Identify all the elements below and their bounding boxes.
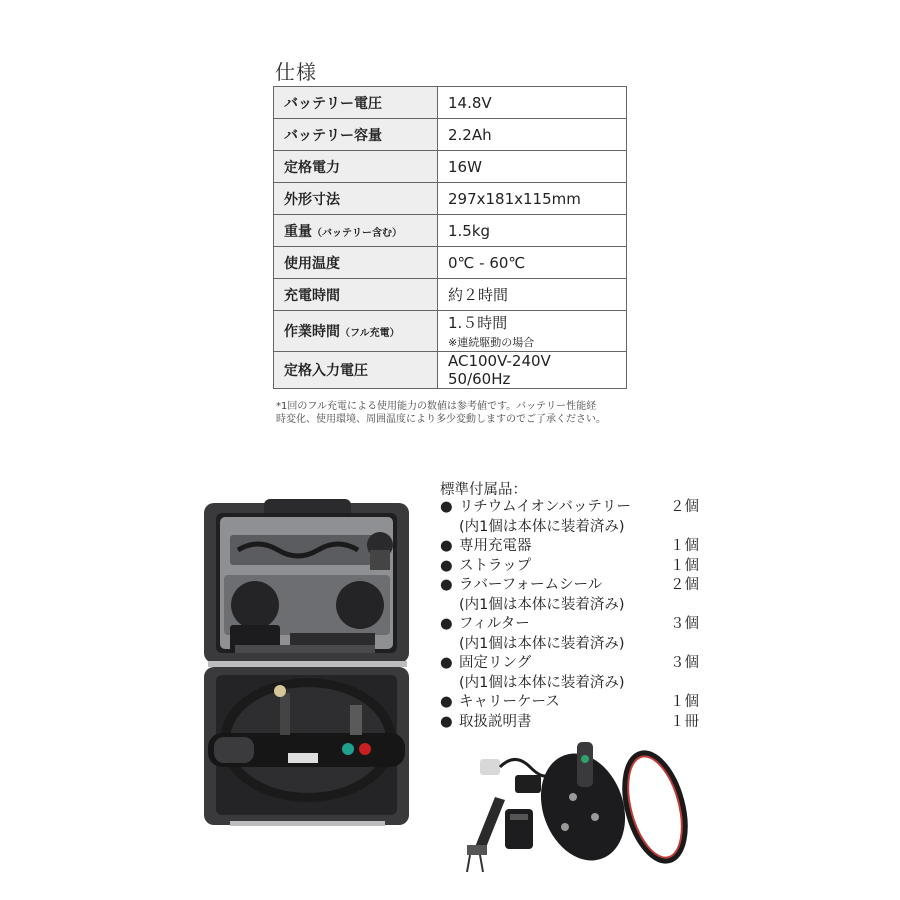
accessory-item <box>440 576 702 615</box>
spec-row <box>274 151 627 183</box>
bullet-icon: ● <box>440 499 453 515</box>
spec-label <box>274 151 438 183</box>
spec-value-text: 1.5kg <box>448 221 491 240</box>
accessory-note: (内1個は本体に装着済み) <box>459 635 625 652</box>
spec-label-text: 外形寸法 <box>284 191 340 208</box>
spec-label <box>274 215 438 247</box>
spec-value <box>438 279 627 311</box>
accessory-item <box>440 557 702 577</box>
accessories-title: 標準付属品： <box>440 482 527 498</box>
spec-label <box>274 183 438 215</box>
bullet-icon: ● <box>440 694 453 710</box>
bullet-icon: ● <box>440 616 453 632</box>
spec-row <box>274 279 627 311</box>
spec-row <box>274 311 627 352</box>
accessory-item <box>440 713 702 733</box>
accessory-name: リチウムイオンバッテリー <box>459 499 631 515</box>
spec-row <box>274 119 627 151</box>
accessory-qty: ２個 <box>670 577 699 593</box>
spec-value-text: 16W <box>448 157 482 176</box>
spec-note <box>276 400 626 426</box>
spec-value-text: 297x181x115mm <box>448 189 581 208</box>
accessory-qty: １冊 <box>670 713 699 730</box>
spec-label <box>274 352 438 389</box>
accessory-name: ラバーフォームシール <box>459 577 603 593</box>
accessories-photo <box>455 737 695 879</box>
spec-row <box>274 215 627 247</box>
spec-label <box>274 311 438 352</box>
accessory-name: フィルター <box>459 616 530 632</box>
accessory-item <box>440 693 702 713</box>
spec-label-note: （フル充電） <box>340 328 400 339</box>
accessory-name: 取扱説明書 <box>459 713 532 730</box>
spec-value-text: 0℃ - 60℃ <box>448 253 526 272</box>
spec-value <box>438 87 627 119</box>
spec-label-text: 作業時間 <box>284 324 340 340</box>
spec-value <box>438 119 627 151</box>
spec-table <box>273 86 627 389</box>
bullet-icon: ● <box>440 557 453 574</box>
accessory-name: 専用充電器 <box>459 538 532 554</box>
accessory-name: 固定リング <box>459 655 532 671</box>
spec-row <box>274 87 627 119</box>
accessory-qty: ３個 <box>670 655 699 671</box>
accessory-qty: ３個 <box>670 616 699 632</box>
spec-value <box>438 183 627 215</box>
accessory-note: (内1個は本体に装着済み) <box>459 596 625 613</box>
accessory-name: ストラップ <box>459 557 532 574</box>
bullet-icon: ● <box>440 713 453 730</box>
spec-label <box>274 279 438 311</box>
spec-title: 仕様 <box>275 60 317 84</box>
accessory-qty: １個 <box>670 557 699 574</box>
bullet-icon: ● <box>440 577 453 593</box>
spec-label <box>274 119 438 151</box>
accessory-item <box>440 654 702 693</box>
spec-value-text: AC100V-240V 50/60Hz <box>448 352 551 388</box>
spec-label-note: （バッテリー含む） <box>312 227 402 239</box>
spec-value <box>438 311 627 352</box>
accessory-note: (内1個は本体に装着済み) <box>459 674 625 691</box>
spec-value-text: 2.2Ah <box>448 125 492 144</box>
spec-value-text: 1.５時間 <box>448 314 508 332</box>
spec-row <box>274 247 627 279</box>
accessory-item <box>440 615 702 654</box>
spec-label-text: 定格電力 <box>284 159 340 176</box>
spec-value <box>438 151 627 183</box>
accessory-item <box>440 537 702 557</box>
accessory-note: (内1個は本体に装着済み) <box>459 518 625 535</box>
spec-row <box>274 183 627 215</box>
accessories-list <box>440 498 702 732</box>
spec-label-text: バッテリー電圧 <box>284 95 382 112</box>
accessory-item <box>440 498 702 537</box>
spec-note-line1: *1回のフル充電による使用能力の数値は参考値です。バッテリー性能経 <box>276 401 597 412</box>
bullet-icon: ● <box>440 538 453 554</box>
spec-label <box>274 247 438 279</box>
bullet-icon: ● <box>440 655 453 671</box>
carry-case-photo <box>200 495 415 835</box>
accessory-qty: １個 <box>670 538 699 554</box>
spec-value <box>438 247 627 279</box>
spec-label-text: 使用温度 <box>284 255 340 272</box>
accessory-qty: ２個 <box>670 499 699 515</box>
spec-value-text: 約２時間 <box>448 286 509 304</box>
spec-value-note: ※連続駆動の場合 <box>448 336 535 349</box>
spec-value-text: 14.8V <box>448 93 492 112</box>
spec-label-text: 定格入力電圧 <box>284 363 368 379</box>
spec-label-text: 重量 <box>284 223 312 240</box>
spec-note-line2: 時変化、使用環境、周囲温度により多少変動しますのでご了承ください。 <box>276 414 606 425</box>
accessory-name: キャリーケース <box>459 694 560 710</box>
spec-label-text: 充電時間 <box>284 287 340 304</box>
spec-label <box>274 87 438 119</box>
accessory-qty: １個 <box>670 694 699 710</box>
spec-row <box>274 352 627 389</box>
spec-value <box>438 352 627 389</box>
spec-label-text: バッテリー容量 <box>284 127 382 144</box>
spec-value <box>438 215 627 247</box>
